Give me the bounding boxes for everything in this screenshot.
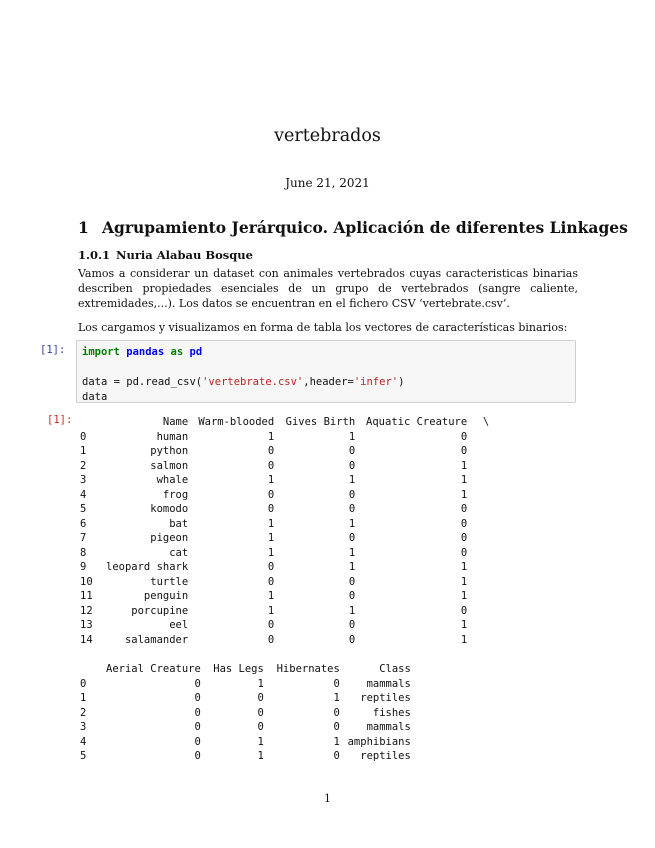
table-row xyxy=(80,560,489,575)
table-cell: mammals xyxy=(366,677,411,690)
table-row xyxy=(80,531,489,546)
table-cell: 0 xyxy=(194,706,201,719)
table-row xyxy=(80,517,489,532)
subsection-title: Nuria Alabau Bosque xyxy=(116,248,253,262)
document-title: vertebrados xyxy=(274,126,381,146)
table-row xyxy=(80,618,489,633)
row-index: 4 xyxy=(80,488,87,501)
table-cell: mammals xyxy=(366,721,411,733)
table-cell: 0 xyxy=(460,532,468,544)
table-row xyxy=(80,430,489,445)
table-header-row xyxy=(80,662,411,677)
table-cell: komodo xyxy=(150,503,189,515)
table-cell: reptiles xyxy=(360,692,411,704)
table-cell: 1 xyxy=(267,474,275,486)
table-cell: 0 xyxy=(460,546,468,559)
output-prompt: [1]: xyxy=(47,414,73,426)
table-row xyxy=(80,589,489,604)
code-cell[interactable] xyxy=(76,340,576,403)
table-cell: 0 xyxy=(348,590,356,602)
code-line2-prefix: data = pd.read_csv( xyxy=(82,376,203,388)
table-cell: 1 xyxy=(267,532,275,544)
row-index: 14 xyxy=(80,633,93,646)
table-cell: 0 xyxy=(267,561,275,573)
row-index: 6 xyxy=(80,517,87,530)
table-row xyxy=(80,749,411,764)
table-cell: 0 xyxy=(348,503,356,515)
table-cell: human xyxy=(156,430,189,443)
table-row xyxy=(80,444,489,459)
table-cell: pigeon xyxy=(150,532,189,544)
table-cell: amphibians xyxy=(347,735,411,748)
table-cell: 0 xyxy=(460,517,468,530)
table-cell: 1 xyxy=(348,517,356,530)
table-row xyxy=(80,546,489,561)
table-cell: 0 xyxy=(267,445,275,457)
table-row xyxy=(80,691,411,706)
column-header: Warm-blooded xyxy=(198,416,275,428)
row-index: 8 xyxy=(80,546,87,559)
table-cell: 0 xyxy=(194,677,201,690)
table-cell: 0 xyxy=(348,575,356,588)
row-index: 11 xyxy=(80,590,93,602)
code-module: pandas xyxy=(126,346,165,358)
table-row xyxy=(80,502,489,517)
table-cell: 1 xyxy=(333,735,340,748)
table-cell: salmon xyxy=(150,459,189,472)
table-row xyxy=(80,488,489,503)
row-index: 5 xyxy=(80,503,87,515)
table-cell: 0 xyxy=(460,430,468,443)
table-cell: 0 xyxy=(267,575,275,588)
table-row xyxy=(80,677,411,692)
table-cell: reptiles xyxy=(360,750,411,762)
table-cell: 1 xyxy=(257,750,264,762)
table-cell: 0 xyxy=(333,706,340,719)
table-cell: 0 xyxy=(348,445,356,457)
table-cell: 0 xyxy=(333,750,340,762)
code-alias: pd xyxy=(189,346,203,358)
input-prompt: [1]: xyxy=(40,344,66,356)
table-cell: leopard shark xyxy=(106,561,189,573)
table-row xyxy=(80,473,489,488)
table-cell: bat xyxy=(169,517,189,530)
column-header: Class xyxy=(379,663,411,675)
document-date: June 21, 2021 xyxy=(285,176,370,190)
table-row xyxy=(80,633,489,648)
table-cell: 0 xyxy=(257,692,264,704)
table-cell: frog xyxy=(162,488,189,501)
table-cell: 0 xyxy=(333,721,340,733)
row-index: 9 xyxy=(80,561,87,573)
row-index: 13 xyxy=(80,619,93,631)
row-index: 5 xyxy=(80,750,87,762)
table-cell: whale xyxy=(156,474,189,486)
table-cell: 1 xyxy=(460,619,468,631)
section-title: Agrupamiento Jerárquico. Aplicación de diferentes Linkages xyxy=(102,218,628,237)
row-index: 10 xyxy=(80,575,93,588)
table-cell: 1 xyxy=(348,604,356,617)
subsection-heading xyxy=(78,248,253,262)
row-index: 12 xyxy=(80,604,93,617)
table-cell: 0 xyxy=(333,677,340,690)
table-cell: 0 xyxy=(257,721,264,733)
code-keyword-import: import xyxy=(82,346,120,358)
code-line2-mid: ,header= xyxy=(303,376,354,388)
table-cell: 1 xyxy=(333,692,340,704)
table-cell: 0 xyxy=(348,488,356,501)
table-cell: 1 xyxy=(267,604,275,617)
table-cell: 0 xyxy=(460,604,468,617)
row-index: 2 xyxy=(80,706,87,719)
table-cell: 0 xyxy=(194,750,201,762)
row-index: 1 xyxy=(80,445,87,457)
table-cell: salamander xyxy=(124,633,189,646)
table-cell: 1 xyxy=(460,633,468,646)
table-cell: 0 xyxy=(460,445,468,457)
row-index: 2 xyxy=(80,459,87,472)
output-table-part2 xyxy=(80,662,411,764)
table-row xyxy=(80,604,489,619)
table-cell: 0 xyxy=(267,503,275,515)
column-header: Hibernates xyxy=(276,663,340,675)
row-index: 3 xyxy=(80,474,87,486)
table-row xyxy=(80,575,489,590)
code-keyword-as: as xyxy=(170,346,184,358)
table-cell: 1 xyxy=(460,459,468,472)
table-cell: 1 xyxy=(257,677,264,690)
table-header-row xyxy=(80,415,489,430)
table-cell: 0 xyxy=(460,503,468,515)
row-index: 0 xyxy=(80,677,87,690)
table-cell: 1 xyxy=(348,546,356,559)
column-header: Has Legs xyxy=(213,663,264,675)
table-row xyxy=(80,735,411,750)
table-cell: eel xyxy=(169,619,189,631)
row-index: 0 xyxy=(80,430,87,443)
table-cell: fishes xyxy=(372,706,411,719)
table-cell: 1 xyxy=(267,590,275,602)
table-cell: 1 xyxy=(460,488,468,501)
section-number: 1 xyxy=(78,218,89,237)
table-cell: 0 xyxy=(194,721,201,733)
table-row xyxy=(80,706,411,721)
code-line2-suffix: ) xyxy=(398,376,405,388)
column-header: \ xyxy=(482,416,490,428)
row-index: 7 xyxy=(80,532,87,544)
table-cell: 0 xyxy=(348,619,356,631)
table-cell: 0 xyxy=(194,692,201,704)
code-string-header: 'infer' xyxy=(353,376,399,388)
subsection-number: 1.0.1 xyxy=(78,248,111,262)
index-header-cell xyxy=(80,662,106,677)
section-heading xyxy=(78,218,628,237)
table-row xyxy=(80,720,411,735)
table-cell: penguin xyxy=(143,590,189,602)
code-string-filename: 'vertebrate.csv' xyxy=(202,376,304,388)
table-cell: 0 xyxy=(348,633,356,646)
load-paragraph: Los cargamos y visualizamos en forma de tabla los vectores de características binarios: xyxy=(78,321,568,334)
code-line3: data xyxy=(82,391,108,403)
table-cell: python xyxy=(150,445,189,457)
table-cell: 0 xyxy=(348,459,356,472)
column-header: Gives Birth xyxy=(285,416,356,428)
table-cell: 1 xyxy=(267,546,275,559)
table-cell: 0 xyxy=(194,735,201,748)
page-number: 1 xyxy=(324,792,331,805)
column-header: Name xyxy=(162,416,189,428)
table-cell: 1 xyxy=(348,474,356,486)
index-header-cell xyxy=(80,415,106,430)
table-cell: cat xyxy=(169,546,189,559)
table-cell: 1 xyxy=(267,430,275,443)
table-cell: 1 xyxy=(460,590,468,602)
table-cell: 1 xyxy=(460,561,468,573)
table-cell: 1 xyxy=(460,474,468,486)
output-table-part1 xyxy=(80,415,489,647)
column-header: Aerial Creature xyxy=(106,663,201,675)
row-index: 1 xyxy=(80,692,87,704)
table-cell: 1 xyxy=(348,561,356,573)
row-index: 3 xyxy=(80,721,87,733)
table-cell: 0 xyxy=(267,633,275,646)
table-cell: 0 xyxy=(348,532,356,544)
intro-paragraph: Vamos a considerar un dataset con animales vertebrados cuyas caracteristicas binarias describen propiedades esenciales de un grupo de vertebrados (sangre caliente, extremidades,...). Los datos se encuentran en el fichero CSV ‘vertebrate.csv’. xyxy=(78,267,578,310)
table-cell: 0 xyxy=(267,459,275,472)
column-header: Aquatic Creature xyxy=(366,416,468,428)
table-cell: 1 xyxy=(257,735,264,748)
table-row xyxy=(80,459,489,474)
table-cell: 1 xyxy=(267,517,275,530)
row-index: 4 xyxy=(80,735,87,748)
table-cell: turtle xyxy=(150,575,189,588)
table-cell: 0 xyxy=(267,488,275,501)
table-cell: 0 xyxy=(257,706,264,719)
table-cell: porcupine xyxy=(131,604,189,617)
table-cell: 0 xyxy=(267,619,275,631)
table-cell: 1 xyxy=(348,430,356,443)
table-cell: 1 xyxy=(460,575,468,588)
